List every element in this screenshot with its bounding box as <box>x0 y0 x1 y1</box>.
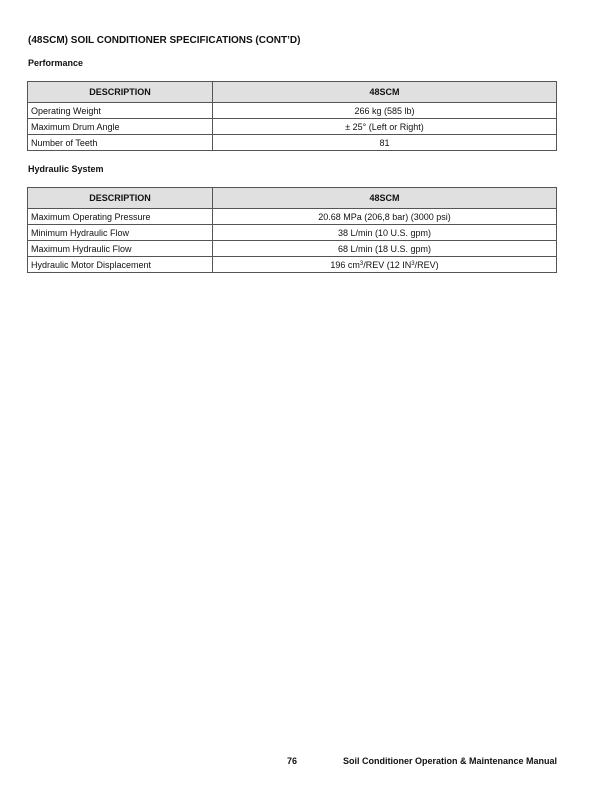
column-header-description: DESCRIPTION <box>28 82 213 103</box>
row-value: 68 L/min (18 U.S. gpm) <box>213 241 557 257</box>
row-value <box>213 257 557 273</box>
table-header-row <box>28 188 557 209</box>
value-text: /REV (12 IN <box>363 259 412 270</box>
column-header-model: 48SCM <box>213 188 557 209</box>
row-label: Operating Weight <box>28 103 213 119</box>
table-row <box>28 119 557 135</box>
column-header-model: 48SCM <box>213 82 557 103</box>
row-label: Maximum Hydraulic Flow <box>28 241 213 257</box>
table-row <box>28 209 557 225</box>
hydraulic-heading: Hydraulic System <box>28 164 104 174</box>
table-header-row <box>28 82 557 103</box>
performance-heading: Performance <box>28 58 84 68</box>
value-text: /REV) <box>414 259 439 270</box>
table-row <box>28 241 557 257</box>
row-label: Hydraulic Motor Displacement <box>28 257 213 273</box>
row-value: 266 kg (585 lb) <box>213 103 557 119</box>
table-row <box>28 257 557 273</box>
superscript: 3 <box>411 260 415 267</box>
row-label: Number of Teeth <box>28 135 213 151</box>
row-value: 20.68 MPa (206,8 bar) (3000 psi) <box>213 209 557 225</box>
table-row <box>28 103 557 119</box>
page-number: 76 <box>287 756 298 766</box>
row-label: Minimum Hydraulic Flow <box>28 225 213 241</box>
column-header-description: DESCRIPTION <box>28 188 213 209</box>
row-label: Maximum Drum Angle <box>28 119 213 135</box>
superscript: 3 <box>359 260 364 267</box>
table-row <box>28 225 557 241</box>
value-text: 196 cm <box>330 259 360 270</box>
table-row <box>28 135 557 151</box>
row-value: ± 25° (Left or Right) <box>213 119 557 135</box>
row-value: 81 <box>213 135 557 151</box>
manual-title: Soil Conditioner Operation & Maintenance Manual <box>343 756 558 766</box>
row-label: Maximum Operating Pressure <box>28 209 213 225</box>
performance-table <box>27 81 557 151</box>
hydraulic-table <box>27 187 557 273</box>
page-title: (48SCM) SOIL CONDITIONER SPECIFICATIONS (CONT’D) <box>28 35 301 46</box>
row-value: 38 L/min (10 U.S. gpm) <box>213 225 557 241</box>
